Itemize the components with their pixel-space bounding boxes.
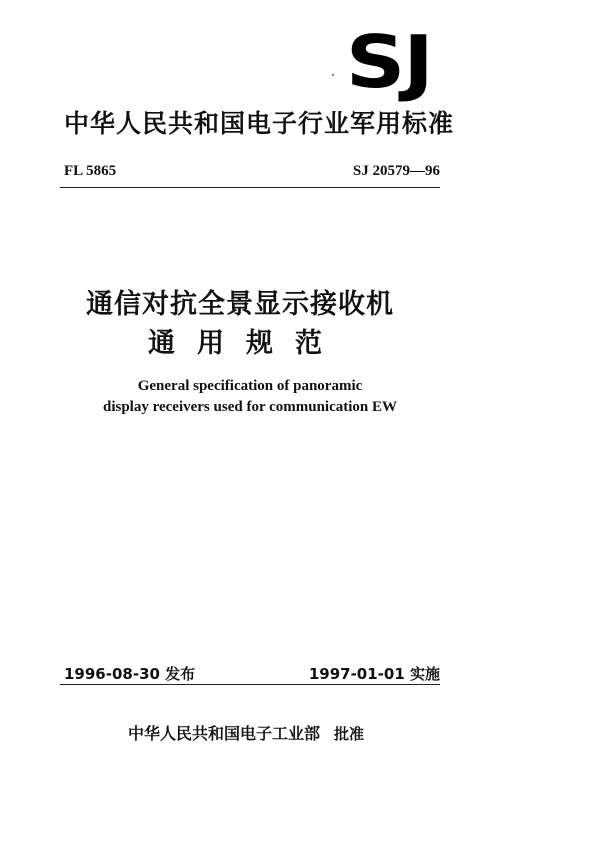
standard-number: SJ 20579—96 (352, 163, 440, 179)
sj-logo-text: SJ (346, 20, 432, 104)
classification-code: FL 5865 (64, 163, 117, 179)
sj-logo (324, 20, 432, 104)
issue-date: 1996-08-30 发布 (64, 665, 196, 683)
document-title-line-1: 通信对抗全景显示接收机 (86, 289, 394, 320)
effective-date: 1997-01-01 实施 (308, 665, 440, 683)
english-title-line-1: General specification of panoramic (137, 378, 363, 394)
document-title-line-2: 通用规范 (148, 328, 344, 359)
english-title-line-2: display receivers used for communication EW (102, 399, 398, 415)
top-divider (60, 187, 440, 188)
standard-title: 中华人民共和国电子行业军用标准 (64, 109, 455, 138)
approver-action: 批准 (334, 725, 365, 743)
bottom-divider (60, 684, 440, 685)
approver-organization: 中华人民共和国电子工业部 (128, 724, 321, 743)
approver-line (128, 721, 364, 744)
scan-speck (332, 74, 334, 76)
